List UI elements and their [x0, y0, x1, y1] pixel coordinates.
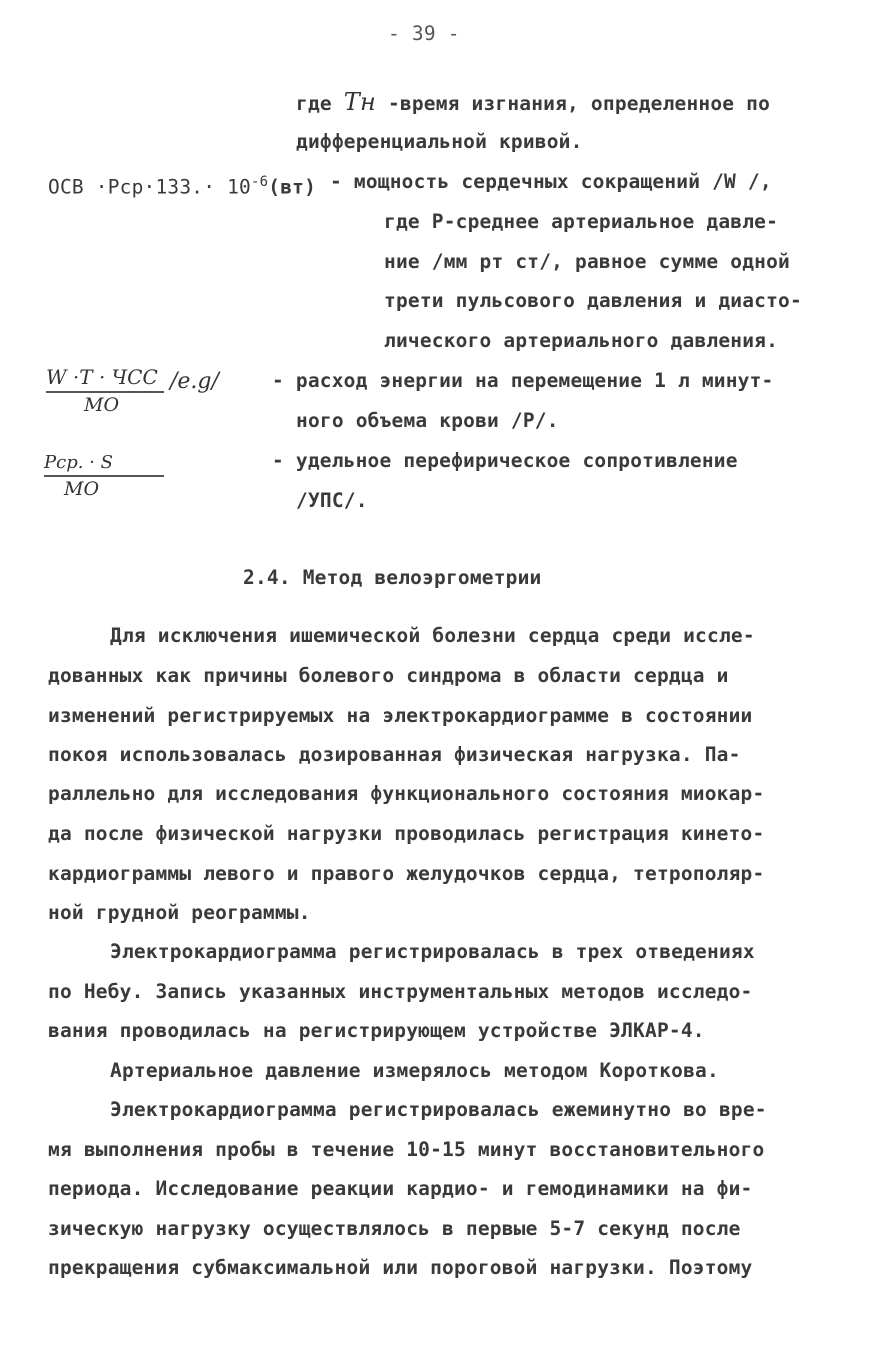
- definition-text: -время изгнания, определенное по: [387, 92, 771, 115]
- word-where: где: [296, 92, 332, 115]
- handwritten-symbol-tn: Tн: [343, 88, 376, 116]
- paragraph-line: прекращения субмаксимальной или пороговой нагрузки. Поэтому: [48, 1256, 753, 1279]
- power-definition-line4: трети пульсового давления и диасто-: [384, 289, 802, 312]
- paragraph-line: по Небу. Запись указанных инструментальных методов исследо-: [48, 980, 753, 1003]
- paragraph-line: раллельно для исследования функционального состояния миокар-: [48, 782, 765, 805]
- paragraph-line: Для исключения ишемической болезни сердца среди иссле-: [110, 624, 755, 647]
- resistance-formula-numerator: Pср. · S: [44, 452, 113, 473]
- resistance-definition-line1: - удельное перефирическое сопротивление: [272, 449, 738, 472]
- paragraph-line: вания проводилась на регистрирующем устройстве ЭЛКАР-4.: [48, 1019, 705, 1042]
- power-definition-line5: лического артериального давления.: [384, 329, 779, 352]
- resistance-formula-denominator: МО: [64, 478, 100, 500]
- fraction-bar: [46, 391, 164, 393]
- power-formula: [48, 170, 316, 200]
- paragraph-line: покоя использовалась дозированная физическая нагрузка. Па-: [48, 743, 741, 766]
- paragraph-line: изменений регистрируемых на электрокардиограмме в состоянии: [48, 704, 753, 727]
- paragraph-line: периода. Исследование реакции кардио- и гемодинамики на фи-: [48, 1177, 753, 1200]
- paragraph-line: дованных как причины болевого синдрома в области сердца и: [48, 664, 729, 687]
- paragraph-line: Электрокардиограмма регистрировалась в трех отведениях: [110, 940, 755, 963]
- resistance-definition-line2: /УПС/.: [296, 489, 368, 512]
- energy-formula-denominator: МО: [84, 394, 120, 416]
- power-formula-left: ОСВ ·Рср·133.· 10: [48, 175, 251, 199]
- paragraph-line: Электрокардиограмма регистрировалась ежеминутно во вре-: [110, 1098, 767, 1121]
- power-formula-unit: (вт): [268, 175, 317, 199]
- paragraph-line: зическую нагрузку осуществлялось в первые 5-7 секунд после: [48, 1217, 741, 1240]
- paragraph-line: мя выполнения пробы в течение 10-15 минут восстановительного: [48, 1138, 765, 1161]
- definition-ejection-time-line2: дифференциальной кривой.: [296, 130, 583, 153]
- energy-definition-line1: - расход энергии на перемещение 1 л минут-: [272, 369, 774, 392]
- energy-formula: [46, 366, 256, 426]
- paragraph-line: Артериальное давление измерялось методом Короткова.: [110, 1059, 719, 1082]
- paragraph-line: кардиограммы левого и правого желудочков сердца, тетрополяр-: [48, 862, 765, 885]
- power-formula-exponent: -6: [250, 174, 269, 190]
- energy-formula-suffix: /e.g/: [170, 369, 219, 394]
- energy-definition-line2: ного объема крови /P/.: [296, 409, 559, 432]
- power-definition-line3: ние /мм рт ст/, равное сумме одной: [384, 250, 790, 273]
- section-heading: 2.4. Метод велоэргометрии: [243, 566, 542, 589]
- paragraph-line: да после физической нагрузки проводилась регистрация кинето-: [48, 822, 765, 845]
- definition-ejection-time-line1: [296, 90, 770, 116]
- energy-formula-numerator: W ·T · ЧСС: [46, 365, 158, 389]
- paragraph-line: ной грудной реограммы.: [48, 901, 311, 924]
- resistance-formula: [44, 452, 184, 508]
- fraction-bar: [44, 475, 164, 477]
- page-number: - 39 -: [388, 22, 460, 45]
- power-definition-line1: - мощность сердечных сокращений /W /,: [330, 170, 772, 193]
- power-definition-line2: где P-среднее артериальное давле-: [384, 210, 779, 233]
